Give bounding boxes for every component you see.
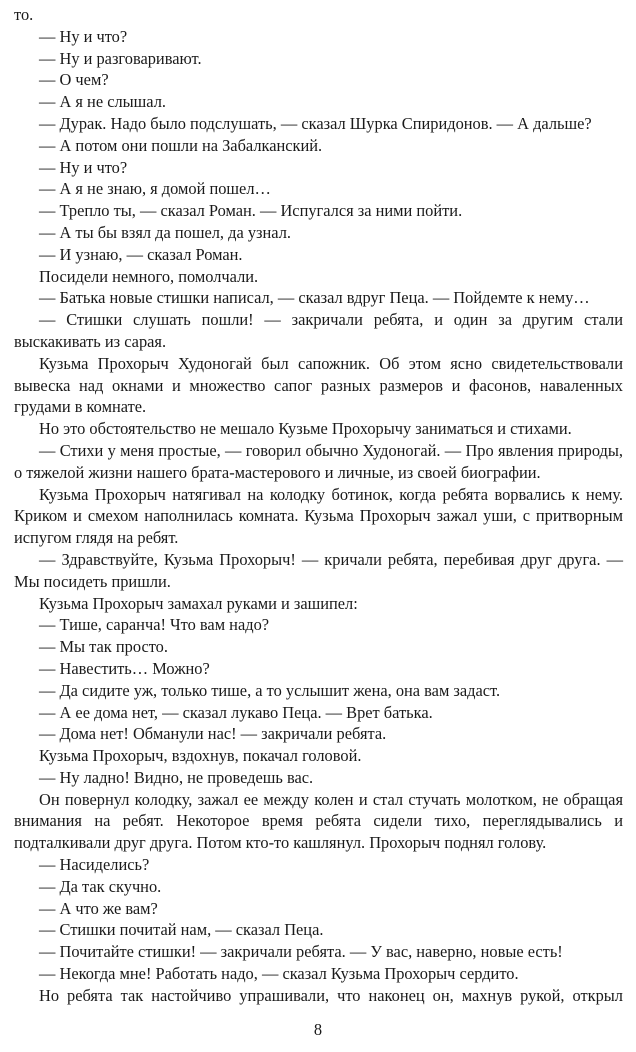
paragraph: Кузьма Прохорыч Худоногай был сапожник. Об этом ясно свидетельствовали вывеска над окнами и множество сапог разных размеров и фасонов, наваленных грудами в комнате. xyxy=(14,353,623,417)
paragraph: — Ну и что? xyxy=(39,26,128,46)
paragraph: — Некогда мне! Работать надо, — сказал Кузьма Прохорыч сердито. xyxy=(39,964,519,984)
paragraph: — Дома нет! Обманули нас! — закричали ребята. xyxy=(39,724,387,744)
paragraph: — Ну и что? xyxy=(39,157,128,177)
paragraph: — Дурак. Надо было подслушать, — сказал Шурка Спиридонов. — А дальше? xyxy=(39,113,592,133)
page-text xyxy=(14,4,623,1007)
paragraph: — О чем? xyxy=(39,70,109,90)
paragraph: Кузьма Прохорыч, вздохнув, покачал головой. xyxy=(39,746,362,766)
paragraph: — А потом они пошли на Забалканский. xyxy=(39,135,323,155)
page-number: 8 xyxy=(313,1020,323,1039)
paragraph: — А ты бы взял да пошел, да узнал. xyxy=(39,222,291,242)
paragraph: — И узнаю, — сказал Роман. xyxy=(39,244,243,264)
paragraph: — Насиделись? xyxy=(39,855,150,875)
paragraph: то. xyxy=(14,5,34,24)
paragraph: Посидели немного, помолчали. xyxy=(39,266,259,286)
paragraph: — Тише, саранча! Что вам надо? xyxy=(39,615,270,635)
paragraph: Но ребята так настойчиво упрашивали, что наконец он, махнув рукой, открыл xyxy=(39,985,623,1005)
paragraph: — Трепло ты, — сказал Роман. — Испугался за ними пойти. xyxy=(39,201,463,221)
paragraph: — А я не слышал. xyxy=(39,92,166,112)
paragraph: — А что же вам? xyxy=(39,898,158,918)
paragraph: — Навестить… Можно? xyxy=(39,658,210,678)
paragraph: Он повернул колодку, зажал ее между колен и стал стучать молотком, не обращая внимания на ребят. Некоторое время ребята сидели тихо, переглядывались и подталкивали друг друга. Потом кто-то кашлянул. Прохорыч поднял голову. xyxy=(14,789,623,853)
paragraph: — Стихи у меня простые, — говорил обычно Худоногай. — Про явления природы, о тяжелой жизни нашего брата-мастерового и личные, из своей биографии. xyxy=(14,440,623,482)
paragraph: — Здравствуйте, Кузьма Прохорыч! — кричали ребята, перебивая друг друга. — Мы посидеть пришли. xyxy=(14,549,623,591)
paragraph: — А ее дома нет, — сказал лукаво Пеца. — Врет батька. xyxy=(39,702,433,722)
paragraph: — Мы так просто. xyxy=(39,637,168,657)
paragraph: — Да сидите уж, только тише, а то услышит жена, она вам задаст. xyxy=(39,680,501,700)
paragraph: — Стишки почитай нам, — сказал Пеца. xyxy=(39,920,324,940)
paragraph: — Да так скучно. xyxy=(39,876,162,896)
paragraph: — Ну ладно! Видно, не проведешь вас. xyxy=(39,767,314,787)
paragraph: — Ну и разговаривают. xyxy=(39,48,202,68)
paragraph: Но это обстоятельство не мешало Кузьме Прохорычу заниматься и стихами. xyxy=(39,419,572,439)
paragraph: — Стишки слушать пошли! — закричали ребята, и один за другим стали выскакивать из сарая. xyxy=(14,310,623,351)
paragraph: — Почитайте стишки! — закричали ребята. — У вас, наверно, новые есть! xyxy=(39,942,563,962)
paragraph: — Батька новые стишки написал, — сказал вдруг Пеца. — Пойдемте к нему… xyxy=(39,288,590,308)
paragraph: Кузьма Прохорыч замахал руками и зашипел: xyxy=(39,593,358,613)
paragraph: — А я не знаю, я домой пошел… xyxy=(39,179,271,199)
paragraph: Кузьма Прохорыч натягивал на колодку ботинок, когда ребята ворвались к нему. Криком и смехом наполнилась комната. Кузьма Прохорыч зажал уши, с притворным испугом глядя на ребят. xyxy=(14,484,623,548)
